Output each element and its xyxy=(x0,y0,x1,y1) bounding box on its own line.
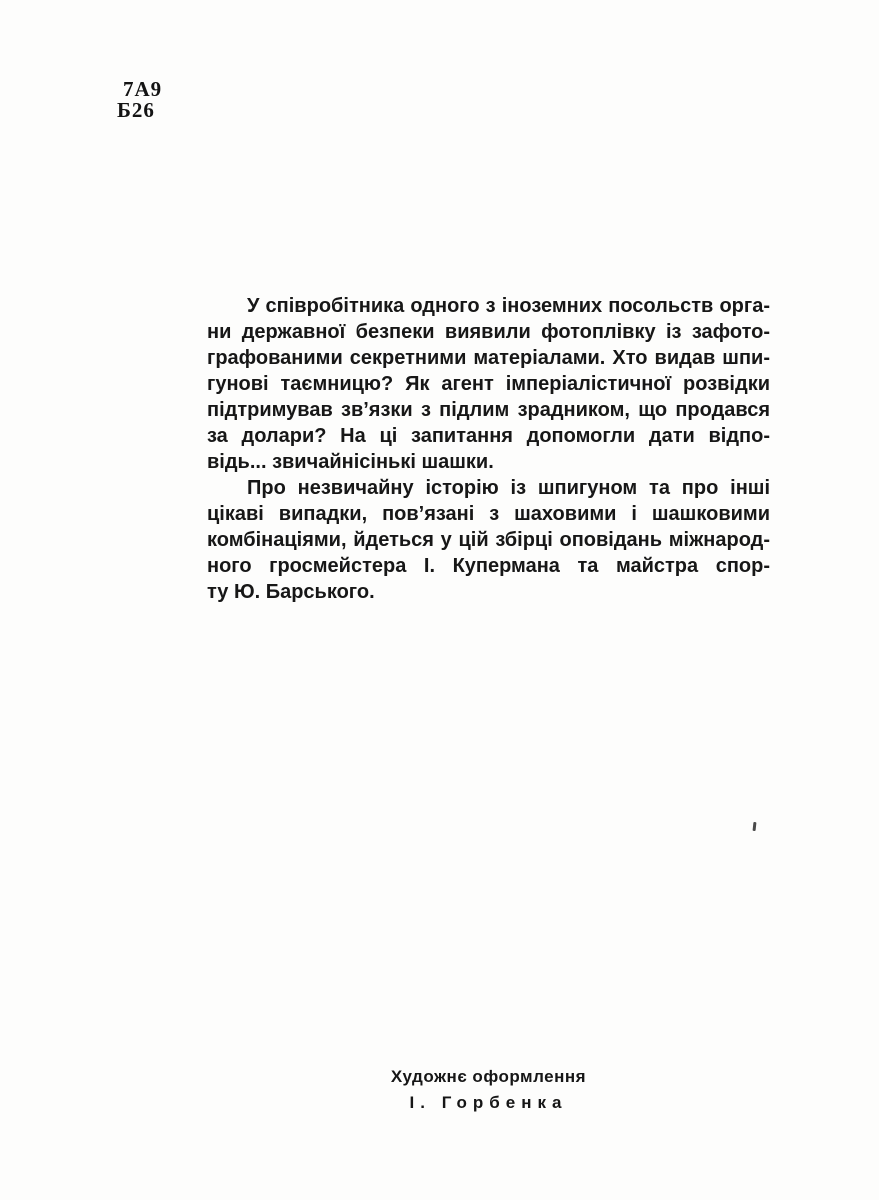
annotation-line: підтримував зв’язки з підлим зрадником, що продався xyxy=(207,399,770,421)
annotation-line: відь... звичайнісінькі шашки. xyxy=(207,451,494,473)
annotation-line: комбінаціями, йдеться у цій збірці оповідань міжнарод- xyxy=(207,529,770,551)
annotation-line: цікаві випадки, пов’язані з шаховими і шашковими xyxy=(207,503,770,525)
annotation-line: ного гросмейстера І. Купермана та майстра спор- xyxy=(207,555,770,577)
annotation-text-block xyxy=(207,293,770,605)
annotation-paragraph-2 xyxy=(207,475,770,605)
scan-speck-mark xyxy=(753,822,757,831)
annotation-line: гунові таємницю? Як агент імперіалістичної розвідки xyxy=(207,373,770,395)
annotation-line: за долари? На ці запитання допомогли дати відпо- xyxy=(207,425,770,447)
annotation-line: У співробітника одного з іноземних посольств орга- xyxy=(247,295,770,317)
annotation-paragraph-1 xyxy=(207,293,770,475)
library-classification-codes xyxy=(117,79,162,121)
annotation-line: ни державної безпеки виявили фотоплівку із зафото- xyxy=(207,321,770,343)
designer-credit-label: Художнє оформлення xyxy=(390,1067,587,1086)
classification-code-top: 7А9 xyxy=(123,77,163,101)
designer-credit-name: І. Горбенка xyxy=(409,1093,568,1112)
annotation-line: Про незвичайну історію із шпигуном та про інші xyxy=(247,477,770,499)
annotation-line: ту Ю. Барського. xyxy=(207,581,375,603)
designer-credit-block xyxy=(207,1067,770,1113)
annotation-line: графованими секретними матеріалами. Хто видав шпи- xyxy=(207,347,770,369)
classification-code-bottom: Б26 xyxy=(117,98,155,122)
